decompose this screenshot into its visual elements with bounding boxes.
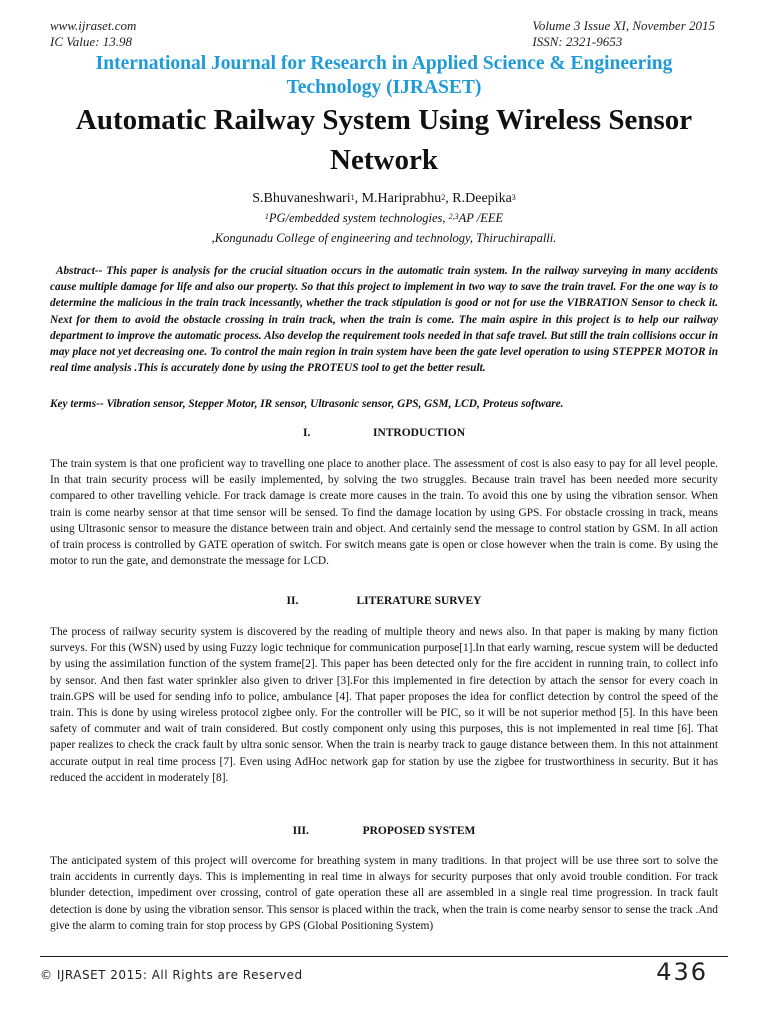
section-title: INTRODUCTION — [372, 427, 465, 439]
paragraph: The train system is that one proficient way to travelling one place to another place. The assessment of cost is also easy to pay for all level people. In that train security process will be easily implemented, by solving the two struggles. Because train travel has been needed more security compared to other travelling vehicle. For track damage is create more causes in the train. To avoid this one by using the vibration sensor. When train is come nearby sensor at that time sensor will be sensed. To find the damage location by using GPS. For obstacle crossing in track, means using Ultrasonic sensor to measure the distance between train and object. And certainly send the message to control station by GSM. In all action of train process is controlled by GATE operation of switch. For switch means gate is open or close however when the train is come. By using the motor to run the gate, and demonstrate the message for LCD. — [50, 458, 718, 568]
key-terms: Key terms-- Vibration sensor, Stepper Motor, IR sensor, Ultrasonic sensor, GPS, GSM, LCD, Proteus software. — [50, 398, 564, 410]
section-number: III. — [292, 825, 309, 837]
header-right — [532, 18, 715, 50]
abstract-text: Abstract-- This paper is analysis for the crucial situation occurs in the automatic train system. In the railway surveying in many accidents cause multiple damage for life and also our property. So that this project to implement in two way to save the train travel. For the one way is to determine the malicious in the train track incessantly, whether the track stipulation is good or not for use the VIBRATION Sensor to check it. Next for them to avoid the obstacle crossing in train track, when the train is come. The main aspire in this project is to help our railway department to improve the automatic process. Also develop the requirement tools needed in that safe travel. But still the train collisions occur in may place not yet decreasing one. To control the main region in train system have been the gate level operation to using STEPPER MOTOR in real time analysis .This is accurately done by using the PROTEUS tool to get the better result. — [50, 265, 718, 375]
footer-divider — [40, 956, 728, 957]
affil-text: AP /EEE — [458, 211, 504, 225]
header-issn: ISSN: 2321-9653 — [532, 34, 623, 49]
affil-mark: 2,3 — [448, 212, 459, 221]
affil-text: PG/embedded system technologies, — [268, 211, 449, 225]
page-number: 436 — [656, 958, 708, 986]
section-title: LITERATURE SURVEY — [356, 595, 482, 607]
section-heading-introduction — [50, 425, 718, 441]
header-ic-value: IC Value: 13.98 — [50, 34, 132, 49]
affiliation-line-2: ,Kongunadu College of engineering and technology, Thiruchirapalli. — [211, 231, 557, 245]
section-body-proposed-system — [50, 853, 718, 934]
author-affil-mark: 1 — [350, 193, 355, 202]
author-affil-mark: 2 — [441, 193, 446, 202]
author-name: M.Hariprabhu — [361, 191, 442, 206]
section-number: II. — [286, 595, 299, 607]
author-name: R.Deepika — [452, 191, 512, 206]
journal-name: International Journal for Research in Applied Science & Engineering Technology (IJRASET) — [95, 53, 673, 98]
author-list — [50, 190, 718, 208]
header-left — [50, 18, 136, 50]
author-separator: , — [354, 191, 362, 206]
section-body-literature-survey — [50, 624, 718, 786]
affil-mark: 1 — [264, 212, 269, 221]
section-heading-proposed-system — [50, 823, 718, 839]
section-title: PROPOSED SYSTEM — [362, 825, 476, 837]
abstract — [50, 263, 718, 376]
author-separator: , — [445, 191, 453, 206]
section-number: I. — [302, 427, 311, 439]
section-body-introduction — [50, 456, 718, 569]
section-heading-literature-survey — [50, 593, 718, 609]
footer-copyright: © IJRASET 2015: All Rights are Reserved — [40, 968, 303, 982]
header-website[interactable]: www.ijraset.com — [50, 18, 137, 33]
paper-title: Automatic Railway System Using Wireless Sensor Network — [75, 104, 693, 176]
author-affil-mark: 3 — [511, 193, 516, 202]
header-volume: Volume 3 Issue XI, November 2015 — [532, 18, 715, 33]
author-name: S.Bhuvaneshwari — [252, 191, 351, 206]
affiliation-line-1 — [50, 210, 718, 226]
paragraph: The anticipated system of this project will overcome for breathing system in many traditions. In that project will be use three sort to solve the train accidents in currently days. This is implementing in real time in always for security purposes that only avoid trouble condition. For track blunder detection, impediment over crossing, control of gate operation these all are assembled in a single real time progression. In track fault detection is done by using the vibration sensor. This sensor is placed within the track, when the train is come nearby sensor to sense the track .And give the alarm to coming train for stop process by GPS (Global Positioning System) — [50, 855, 718, 932]
paragraph: The process of railway security system is discovered by the reading of multiple theory and news also. In that paper is making by many fiction surveys. For this (WSN) used by using Fuzzy logic technique for communication purpose[1].In that early warning, rescue system will be deducted by using the assimilation function of the system frame[2]. This paper has been detected only for the fire accident in running train, to collect info by sensor. And then fast water sprinkler also given to driver [3].For this implemented in fire detection by attach the sensor for every coach in train.GPS will be used for sending info to police, ambulance [4]. That paper proposes the idea for conflict detection by control the speed of the train. This is done by using wireless protocol zigbee only. For the controller will be PIC, so it will be not superior method [5]. In this have been safety of commuter and wait of train considered. But costly component only using this purposes, this is not implemented in real time [6]. That paper realizes to check the crack fault by ultra sonic sensor. When the train is nearby track to gauge distance between them. In this not attainment accurate output in real time process [7]. Even using AdHoc network gap for station by use the zigbee for trustworthiness in security. But it has reduced the accident in moderately [8]. — [50, 626, 718, 784]
